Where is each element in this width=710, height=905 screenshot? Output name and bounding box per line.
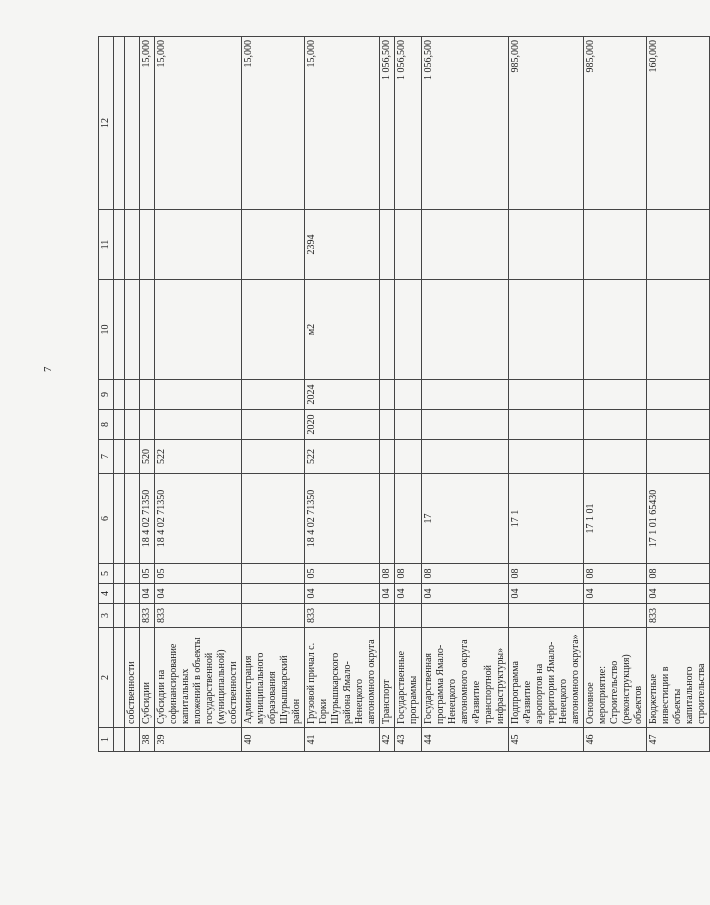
header-cell: 11 [99, 210, 114, 280]
cell-col-12: 1 056,500 [422, 37, 509, 210]
cell-col-1: 46 [584, 728, 647, 752]
table-body [125, 37, 710, 752]
cell-col-11 [380, 210, 395, 280]
cell-col-4: 04 [305, 584, 380, 604]
cell-col-2: Субсидии на софинансирование капитальных вложений в объекты государственной (муниципальной) собственности [155, 628, 242, 728]
cell-col-2: Основное мероприятие: Строительство (реконструкция) объектов [584, 628, 647, 728]
cell-col-10 [140, 280, 155, 380]
table-row [380, 37, 395, 752]
header-row [99, 37, 114, 752]
cell-col-2: Администрация муниципального образования Шурышкарский район [242, 628, 305, 728]
cell-col-10 [242, 280, 305, 380]
header-cell: 7 [99, 440, 114, 474]
cell-col-8 [422, 410, 509, 440]
cell-col-1: 44 [422, 728, 509, 752]
cell-col-3 [125, 604, 140, 628]
cell-col-11 [140, 210, 155, 280]
header-cell: 1 [99, 728, 114, 752]
cell-col-12: 985,000 [584, 37, 647, 210]
cell-col-10 [155, 280, 242, 380]
cell-col-11 [125, 210, 140, 280]
cell-col-7 [242, 440, 305, 474]
cell-col-11 [155, 210, 242, 280]
table-row [647, 37, 710, 752]
cell-col-7 [509, 440, 584, 474]
cell-col-3 [380, 604, 395, 628]
header-cell: 4 [99, 584, 114, 604]
cell-col-9: 2024 [305, 380, 380, 410]
cell-col-6 [125, 474, 140, 564]
cell-col-4 [242, 584, 305, 604]
cell-col-3 [422, 604, 509, 628]
cell-col-8 [395, 410, 422, 440]
cell-col-5: 08 [509, 564, 584, 584]
cell-col-12: 1 056,500 [380, 37, 395, 210]
cell-col-9 [125, 380, 140, 410]
cell-col-4: 04 [584, 584, 647, 604]
cell-col-5: 05 [140, 564, 155, 584]
cell-col-2: Государственные программы [395, 628, 422, 728]
cell-col-12: 985,000 [509, 37, 584, 210]
cell-col-5: 08 [647, 564, 710, 584]
cell-col-4: 04 [422, 584, 509, 604]
cell-col-8 [584, 410, 647, 440]
cell-col-6: 18 4 02 71350 [155, 474, 242, 564]
cell-col-9 [647, 380, 710, 410]
cell-col-3: 833 [155, 604, 242, 628]
header-cell: 8 [99, 410, 114, 440]
cell-col-11 [422, 210, 509, 280]
blank-row [114, 37, 125, 752]
cell-col-6: 17 1 01 65430 [647, 474, 710, 564]
cell-col-8 [125, 410, 140, 440]
cell-col-4: 04 [155, 584, 242, 604]
header-cell: 9 [99, 380, 114, 410]
table-row [509, 37, 584, 752]
cell-col-8: 2020 [305, 410, 380, 440]
header-cell: 5 [99, 564, 114, 584]
cell-col-6 [380, 474, 395, 564]
cell-col-12: 15,000 [242, 37, 305, 210]
cell-col-9 [584, 380, 647, 410]
cell-col-4: 04 [509, 584, 584, 604]
cell-col-1: 47 [647, 728, 710, 752]
cell-col-7 [125, 440, 140, 474]
cell-col-2: Транспорт [380, 628, 395, 728]
cell-col-12: 15,000 [155, 37, 242, 210]
cell-col-9 [140, 380, 155, 410]
cell-col-3 [509, 604, 584, 628]
cell-col-5: 05 [155, 564, 242, 584]
cell-col-1: 42 [380, 728, 395, 752]
cell-col-1 [125, 728, 140, 752]
table-row [305, 37, 380, 752]
header-cell: 10 [99, 280, 114, 380]
cell-col-10 [647, 280, 710, 380]
cell-col-10 [380, 280, 395, 380]
cell-col-11: 2394 [305, 210, 380, 280]
cell-col-12: 15,000 [140, 37, 155, 210]
cell-col-7: 522 [155, 440, 242, 474]
cell-col-1: 38 [140, 728, 155, 752]
cell-col-3: 833 [647, 604, 710, 628]
cell-col-7 [380, 440, 395, 474]
cell-col-11 [509, 210, 584, 280]
table-row [242, 37, 305, 752]
cell-col-8 [380, 410, 395, 440]
table-row [155, 37, 242, 752]
cell-col-3 [584, 604, 647, 628]
cell-col-7 [647, 440, 710, 474]
cell-col-10 [395, 280, 422, 380]
cell-col-12: 1 056,500 [395, 37, 422, 210]
cell-col-8 [509, 410, 584, 440]
cell-col-8 [647, 410, 710, 440]
cell-col-2: Субсидии [140, 628, 155, 728]
cell-col-7 [395, 440, 422, 474]
cell-col-10 [125, 280, 140, 380]
cell-col-9 [395, 380, 422, 410]
cell-col-7: 522 [305, 440, 380, 474]
cell-col-11 [395, 210, 422, 280]
budget-table [98, 36, 710, 752]
cell-col-5: 08 [584, 564, 647, 584]
cell-col-10 [422, 280, 509, 380]
cell-col-6 [395, 474, 422, 564]
cell-col-6: 18 4 02 71350 [140, 474, 155, 564]
cell-col-5: 08 [380, 564, 395, 584]
page-number: 7 [42, 366, 54, 372]
cell-col-5: 08 [422, 564, 509, 584]
cell-col-9 [242, 380, 305, 410]
cell-col-11 [647, 210, 710, 280]
cell-col-7 [422, 440, 509, 474]
cell-col-9 [422, 380, 509, 410]
cell-col-3 [395, 604, 422, 628]
cell-col-7: 520 [140, 440, 155, 474]
cell-col-8 [242, 410, 305, 440]
cell-col-12: 15,000 [305, 37, 380, 210]
header-cell: 12 [99, 37, 114, 210]
cell-col-2: Грузовой причал с. Горки Шурышкарского района Ямало-Ненецкого автономного округа [305, 628, 380, 728]
cell-col-12: 160,000 [647, 37, 710, 210]
cell-col-5 [125, 564, 140, 584]
cell-col-2: Подпрограмма «Развитие аэропортов на территории Ямало-Ненецкого автономного округа» [509, 628, 584, 728]
cell-col-8 [140, 410, 155, 440]
cell-col-12 [125, 37, 140, 210]
cell-col-3: 833 [140, 604, 155, 628]
cell-col-4: 04 [395, 584, 422, 604]
cell-col-6: 17 [422, 474, 509, 564]
cell-col-4 [125, 584, 140, 604]
cell-col-6 [242, 474, 305, 564]
cell-col-2: собственности [125, 628, 140, 728]
cell-col-11 [584, 210, 647, 280]
cell-col-1: 40 [242, 728, 305, 752]
cell-col-2: Государственная программа Ямало-Ненецкого автономного округа «Развитие транспортной инфраструктуры» [422, 628, 509, 728]
cell-col-6: 17 1 01 [584, 474, 647, 564]
cell-col-4: 04 [647, 584, 710, 604]
cell-col-11 [242, 210, 305, 280]
cell-col-5 [242, 564, 305, 584]
cell-col-10 [584, 280, 647, 380]
cell-col-1: 41 [305, 728, 380, 752]
header-cell: 6 [99, 474, 114, 564]
cell-col-7 [584, 440, 647, 474]
header-cell: 2 [99, 628, 114, 728]
cell-col-1: 45 [509, 728, 584, 752]
cell-col-4: 04 [140, 584, 155, 604]
cell-col-8 [155, 410, 242, 440]
cell-col-10 [509, 280, 584, 380]
cell-col-9 [155, 380, 242, 410]
header-cell: 3 [99, 604, 114, 628]
table-row [395, 37, 422, 752]
cell-col-6: 17 1 [509, 474, 584, 564]
cell-col-9 [509, 380, 584, 410]
cell-col-6: 18 4 02 71350 [305, 474, 380, 564]
cell-col-1: 39 [155, 728, 242, 752]
cell-col-3 [242, 604, 305, 628]
cell-col-2: Бюджетные инвестиции в объекты капитального строительства [647, 628, 710, 728]
cell-col-5: 08 [395, 564, 422, 584]
table-row [422, 37, 509, 752]
cell-col-9 [380, 380, 395, 410]
rotated-sheet [98, 37, 707, 752]
cell-col-10: м2 [305, 280, 380, 380]
table-row [140, 37, 155, 752]
table-row [125, 37, 140, 752]
cell-col-5: 05 [305, 564, 380, 584]
cell-col-3: 833 [305, 604, 380, 628]
cell-col-1: 43 [395, 728, 422, 752]
table-row [584, 37, 647, 752]
cell-col-4: 04 [380, 584, 395, 604]
